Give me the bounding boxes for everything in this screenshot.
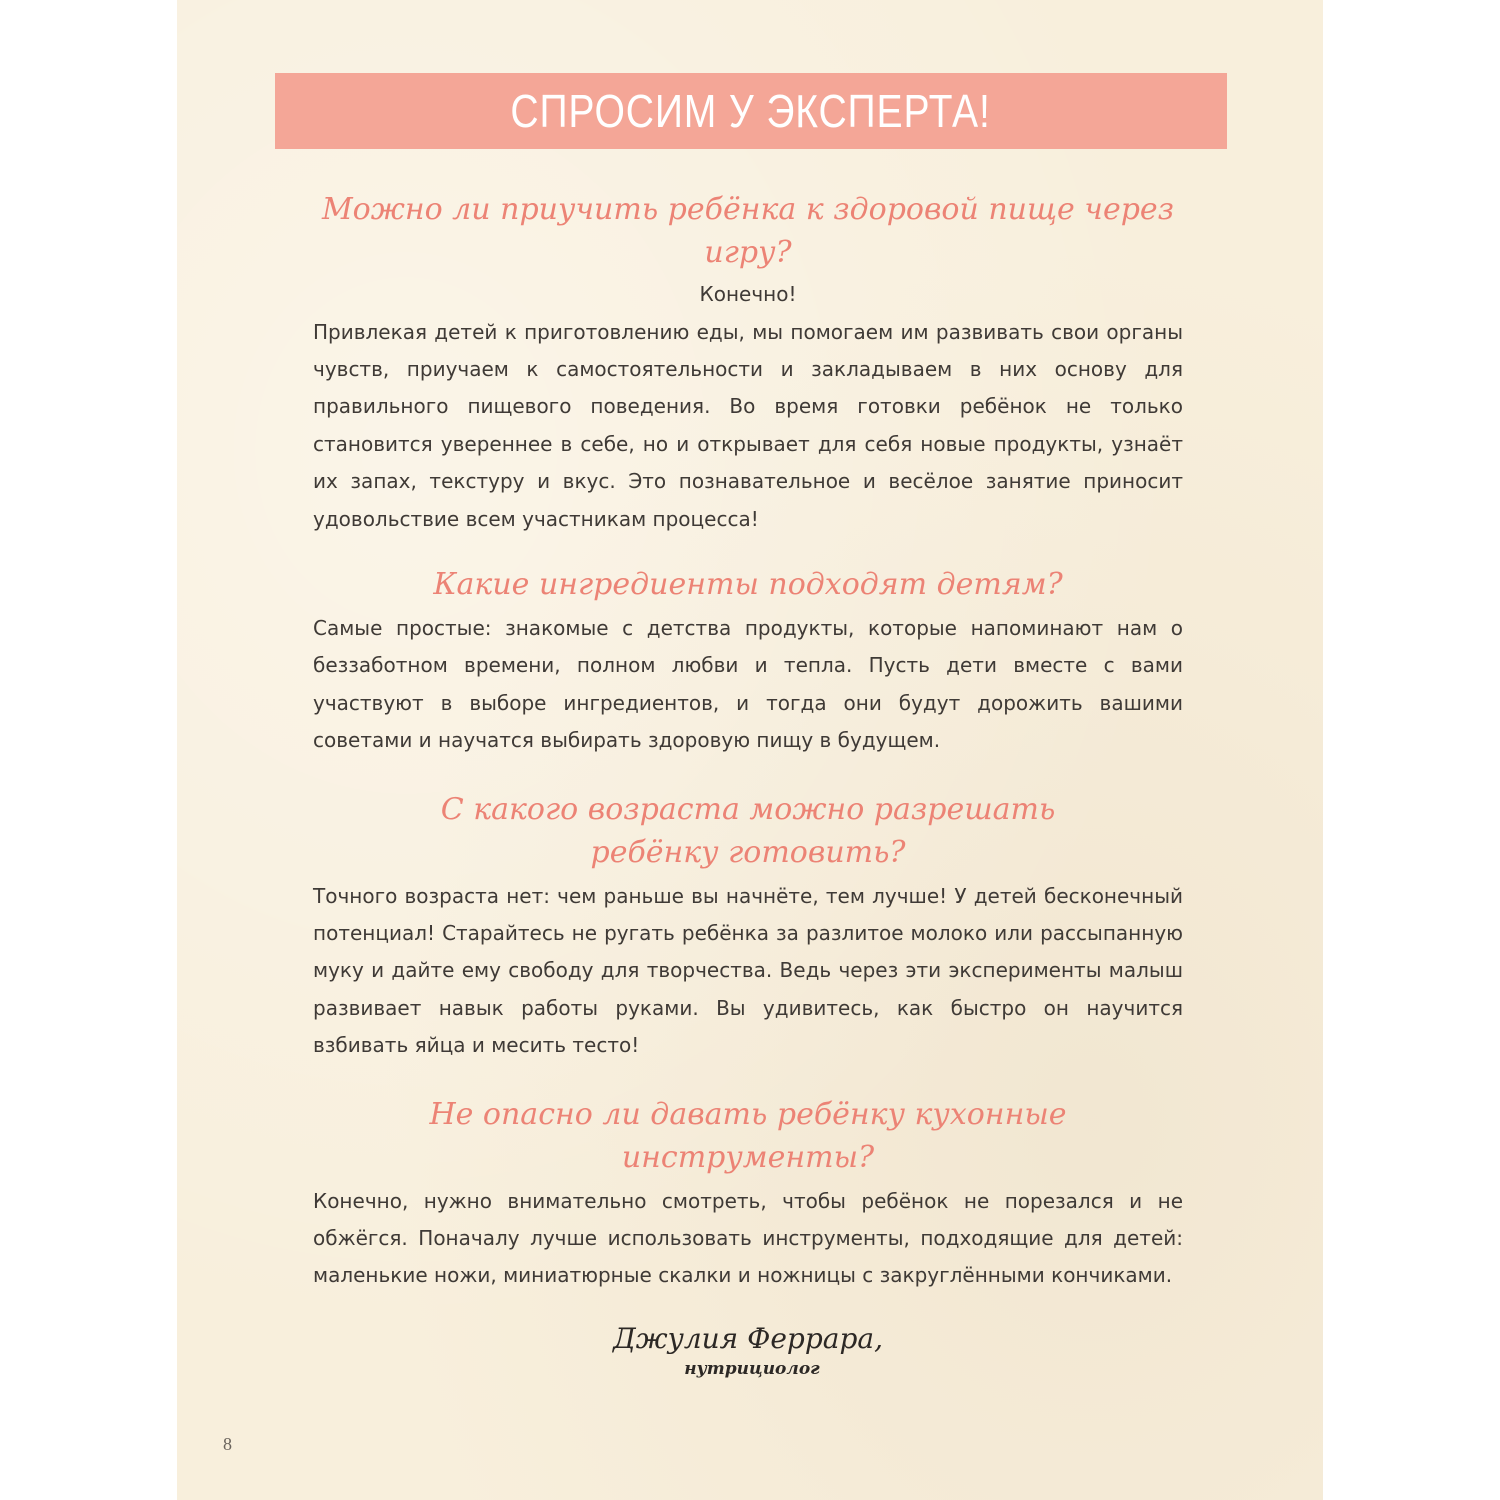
page-number: 8 bbox=[223, 1434, 232, 1454]
question-2: Какие ингредиенты подходят детям? bbox=[433, 566, 1063, 602]
question-3: С какого возраста можно разрешать ребёнку готовить? bbox=[440, 791, 1056, 870]
answer-3: Точного возраста нет: чем раньше вы начнёте, тем лучше! У детей бесконечный потенциал! Старайтесь не ругать ребёнка за разлитое молоко или рассыпанную муку и дайте ему свободу для творчества. Ведь через эти эксперименты малыш развивает навык работы руками. Вы удивитесь, как быстро он научится взбивать яйца и месить тесто! bbox=[313, 883, 1183, 1058]
book-page bbox=[177, 0, 1323, 1500]
question-1: Можно ли приучить ребёнка к здоровой пище через игру? bbox=[321, 192, 1175, 270]
banner-title: СПРОСИМ У ЭКСПЕРТА! bbox=[510, 85, 992, 137]
answer-1: Привлекая детей к приготовлению еды, мы помогаем им развивать свои органы чувств, приучаем к самостоятельности и закладываем в них основу для правильного пищевого поведения. Во время готовки ребёнок не только становится увереннее в себе, но и открывает для себя новые продукты, узнаёт их запах, текстуру и вкус. Это познавательное и весёлое занятие приносит удовольствие всем участникам процесса! bbox=[313, 319, 1183, 531]
question-4: Не опасно ли давать ребёнку кухонные инструменты? bbox=[429, 1096, 1067, 1175]
signature-role: нутрициолог bbox=[684, 1358, 820, 1379]
signature-name: Джулия Феррара, bbox=[612, 1321, 883, 1355]
qa-content bbox=[313, 188, 1183, 1382]
header-banner bbox=[275, 73, 1227, 149]
answer-1-lead: Конечно! bbox=[699, 282, 797, 306]
signature bbox=[313, 1322, 1183, 1382]
answer-2: Самые простые: знакомые с детства продукты, которые напоминают нам о беззаботном времени, полном любви и тепла. Пусть дети вместе с вами участвуют в выборе ингредиентов, и тогда они будут дорожить вашими советами и научатся выбирать здоровую пищу в будущем. bbox=[313, 615, 1183, 753]
answer-4: Конечно, нужно внимательно смотреть, чтобы ребёнок не порезался и не обжёгся. Поначалу лучше использовать инструменты, подходящие для детей: маленькие ножи, миниатюрные скалки и ножницы с закруглёнными кончиками. bbox=[313, 1188, 1183, 1288]
